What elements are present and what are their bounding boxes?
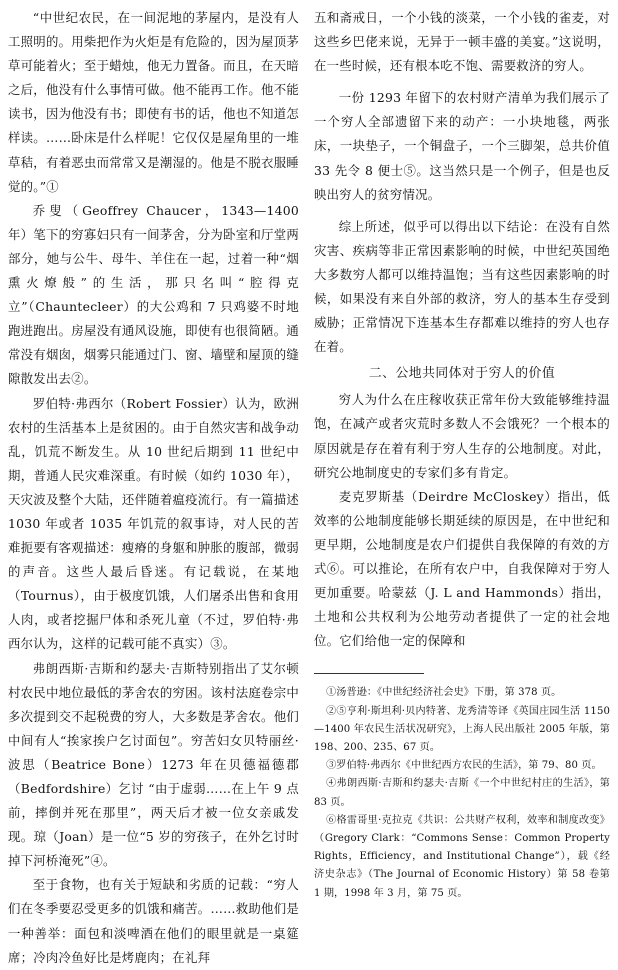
paragraph: 麦克罗斯基（Deirdre McCloskey）指出，低效率的公地制度能够长期延续的原因是，在中世纪和更早期，公地制度是农户们提供自我保障的有效的方式⑥。可以推论，在所有农户中，自我保障对于穷人更加重要。哈蒙兹（J. L and Hammonds）指出，土地和公共权利为公地劳动者提供了一定的社会地位。它们给他一定的保障和 — [314, 488, 610, 649]
paragraph-continued: 五和斋戒日，一个小钱的淡菜，一个小钱的雀麦，对这些乡巴佬来说，无异于一顿丰盛的美宴。”这说明，在一些时候，还有根本吃不饱、需要救济的穷人。 — [314, 10, 610, 74]
paragraph: 乔叟（Geoffrey Chaucer，1343—1400 年）笔下的穷寡妇只有一间茅舍，分为卧室和厅堂两部分，她与公牛、母牛、羊住在一起，过着一种“烟熏火燎般”的生活，那只名叫“腔得克立”（Chauntecleer）的大公鸡和 7 只鸡婆不时地跑进跑出。房屋没有通风设施，即使有也很简陋。通常没有烟囱，烟雾只能通过门、窗、墙壁和屋顶的缝隙散发出去②。 — [8, 202, 299, 387]
footnote: ②⑤亨利·斯坦利·贝内特著、龙秀清等译《英国庄园生活 1150—1400 年农民生活状况研究》，上海人民出版社 2005 年版，第 198、200、235、67 页。 — [314, 705, 610, 753]
paragraph: “中世纪农民，在一间泥地的茅屋内，是没有人工照明的。用柴把作为火炬是有危险的，因为屋顶茅草可能着火；至于蜡烛，他无力置备。而且，在天暗之后，他没有什么事情可做。他不能再工作。他不能读书，因为他没有书；即使有书的话，他也不知道怎样读。……卧床是什么样呢！它仅仅是屋角里的一堆草秸，有着恶虫而常常又是潮湿的。他是不脱衣服睡觉的。”① — [8, 10, 299, 194]
footnote: ③罗伯特·弗西尔《中世纪西方农民的生活》，第 79、80 页。 — [326, 760, 602, 772]
paragraph: 综上所述，似乎可以得出以下结论：在没有自然灾害、疾病等非正常因素影响的时候，中世纪英国绝大多数穷人都可以维持温饱；当有这些因素影响的时候，如果没有来自外部的救济，穷人的基本生存受到威胁；正常情况下连基本生存都难以维持的穷人也存在着。 — [314, 218, 610, 355]
footnotes — [314, 684, 610, 902]
paragraph: 一份 1293 年留下的农村财产清单为我们展示了一个穷人全部遗留下来的动产：一小块地毯，两张床，一块垫子，一个铜盘子，一个三脚架，总共价值 33 先令 8 便士⑤。这当然只是一个例子，但是也反映出穷人的贫穷情况。 — [314, 90, 610, 202]
left-column — [8, 6, 299, 970]
footnote: ④弗朗西斯·吉斯和约瑟夫·吉斯《一个中世纪村庄的生活》，第 83 页。 — [314, 778, 610, 808]
footnote-divider — [314, 673, 424, 674]
paragraph: 罗伯特·弗西尔（Robert Fossier）认为，欧洲农村的生活基本上是贫困的。由于自然灾害和战争动乱，饥荒不断发生。从 10 世纪后期到 11 世纪中期，普通人民灾难深重。有时候（如约 1030 年），天灾波及整个大陆，还伴随着瘟疫流行。有一篇描述 1030 年或者 1035 年饥荒的叙事诗，对人民的苦难扼要有客观描述：瘦瘠的身躯和肿胀的腹部，微弱的声音。这些人最后昏迷。有记载说，在某地（Tournus），由于极度饥饿，人们屠杀出售和食用人肉，或者挖掘尸体和杀死儿童（不过，罗伯特·弗西尔认为，这样的记载可能不真实）③。 — [8, 395, 299, 652]
section-heading: 二、公地共同体对于穷人的价值 — [368, 366, 556, 382]
footnote: ⑥格雷哥里·克拉克《共识：公共财产权利，效率和制度改变》（Gregory Clark：“Commons Sense：Common Property Rights，Efficiency，and Institutional Change”），载《经济史杂志》（The Journal of Economic History）第 58 卷第 1 期，1998 年 3 月，第 75 页。 — [314, 814, 610, 899]
paragraph: 弗朗西斯·吉斯和约瑟夫·吉斯特别指出了艾尔顿村农民中地位最低的茅舍农的穷困。该村法庭卷宗中多次提到交不起税费的穷人，大多数是茅舍农。他们中间有人“挨家挨户乞讨面包”。穷苦妇女贝特丽丝·波思（Beatrice Bone）1273 年在贝德福德郡（Bedfordshire）乞讨 “由于虚弱……在上午 9 点前，摔倒并死在那里”，两天后才被一位女亲戚发现。琼（Joan）是一位“5 岁的穷孩子，在外乞讨时掉下河桥淹死”④。 — [8, 660, 299, 869]
paragraph: 至于食物，也有关于短缺和劣质的记载：“穷人们在冬季要忍受更多的饥饿和痛苦。……救助他们是一种善举：面包和淡啤酒在他们的眼里就是一桌筵席；冷肉冷鱼好比是烤鹿肉；在礼拜 — [8, 877, 299, 965]
footnote: ①汤普逊：《中世纪经济社会史》下册，第 378 页。 — [326, 687, 562, 699]
paragraph: 穷人为什么在庄稼收获正常年份大致能够维持温饱，在减产或者灾荒时多数人不会饿死？一个根本的原因就是存在着有利于穷人生存的公地制度。对此，研究公地制度史的专家们多有肯定。 — [314, 392, 610, 480]
right-column — [314, 6, 610, 903]
